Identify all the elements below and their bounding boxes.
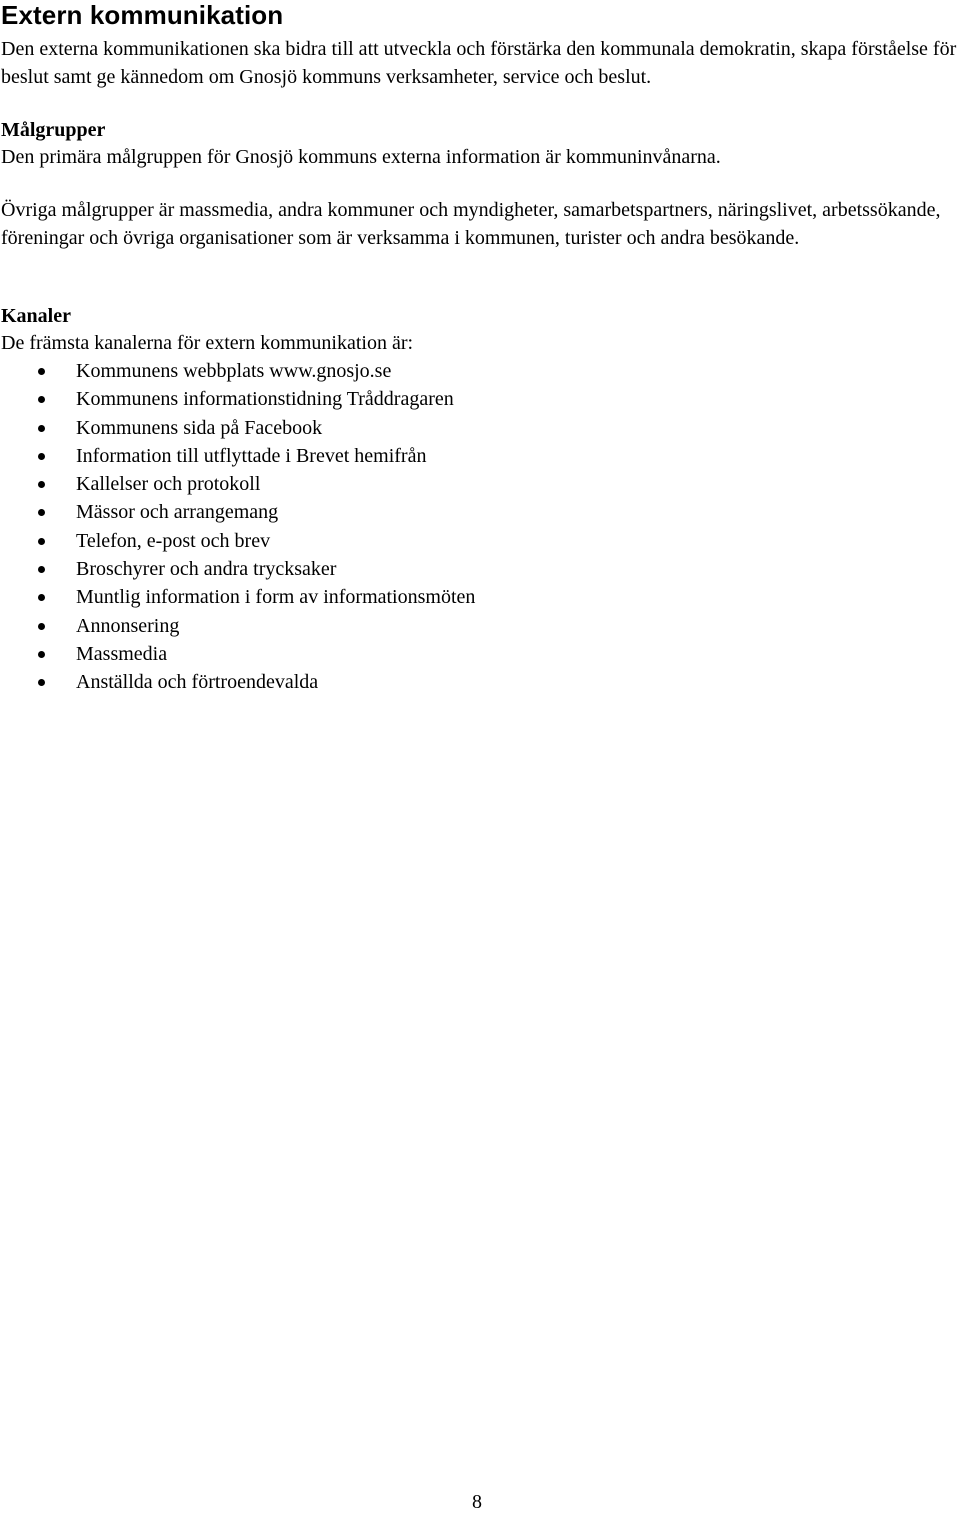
intro-paragraph: Den externa kommunikationen ska bidra till att utveckla och förstärka den kommunala demokratin, skapa förståelse för beslut samt ge kännedom om Gnosjö kommuns verksamheter, service och beslut. xyxy=(1,38,957,88)
bullet-icon xyxy=(38,623,45,630)
list-item xyxy=(0,498,900,526)
list-item xyxy=(0,385,900,413)
bullet-icon xyxy=(38,594,45,601)
bullet-icon xyxy=(38,396,45,403)
bullet-icon xyxy=(38,509,45,516)
list-item xyxy=(0,555,900,583)
list-item xyxy=(0,640,900,668)
list-item xyxy=(0,442,900,470)
bullet-icon xyxy=(38,679,45,686)
list-item xyxy=(0,470,900,498)
primary-target-paragraph: Den primära målgruppen för Gnosjö kommuns externa information är kommuninvånarna. xyxy=(1,146,721,168)
list-item-label: Kallelser och protokoll xyxy=(76,473,261,496)
list-item-label: Muntlig information i form av informationsmöten xyxy=(76,586,476,609)
list-item-label: Mässor och arrangemang xyxy=(76,501,279,524)
other-target-paragraph: Övriga målgrupper är massmedia, andra kommuner och myndigheter, samarbetspartners, näringslivet, arbetssökande, föreningar och övriga organisationer som är verksamma i kommunen, turister och andra besökande. xyxy=(1,199,941,249)
page-number: 8 xyxy=(472,1491,482,1513)
channels-list xyxy=(0,357,900,697)
bullet-icon xyxy=(38,425,45,432)
list-item xyxy=(0,357,900,385)
list-item-label: Information till utflyttade i Brevet hemifrån xyxy=(76,444,427,467)
list-item-label: Telefon, e-post och brev xyxy=(76,529,271,552)
bullet-icon xyxy=(38,368,45,375)
bullet-icon xyxy=(38,453,45,460)
list-item xyxy=(0,668,900,696)
channels-intro: De främsta kanalerna för extern kommunikation är: xyxy=(1,332,414,354)
list-item-label: Kommunens webbplats www.gnosjo.se xyxy=(76,360,392,382)
bullet-icon xyxy=(38,538,45,545)
target-groups-heading: Målgrupper xyxy=(1,119,106,141)
list-item xyxy=(0,527,900,555)
list-item xyxy=(0,414,900,442)
page-title: Extern kommunikation xyxy=(1,0,284,30)
list-item xyxy=(0,583,900,611)
list-item-label: Kommunens sida på Facebook xyxy=(76,416,323,439)
bullet-icon xyxy=(38,651,45,658)
list-item-label: Massmedia xyxy=(76,642,168,665)
list-item-label: Broschyrer och andra trycksaker xyxy=(76,558,337,581)
channels-heading: Kanaler xyxy=(1,305,71,327)
list-item-label: Anställda och förtroendevalda xyxy=(76,671,319,694)
bullet-icon xyxy=(38,481,45,488)
list-item-label: Annonsering xyxy=(76,614,180,637)
list-item-label: Kommunens informationstidning Tråddragaren xyxy=(76,388,454,411)
list-item xyxy=(0,612,900,640)
bullet-icon xyxy=(38,566,45,573)
